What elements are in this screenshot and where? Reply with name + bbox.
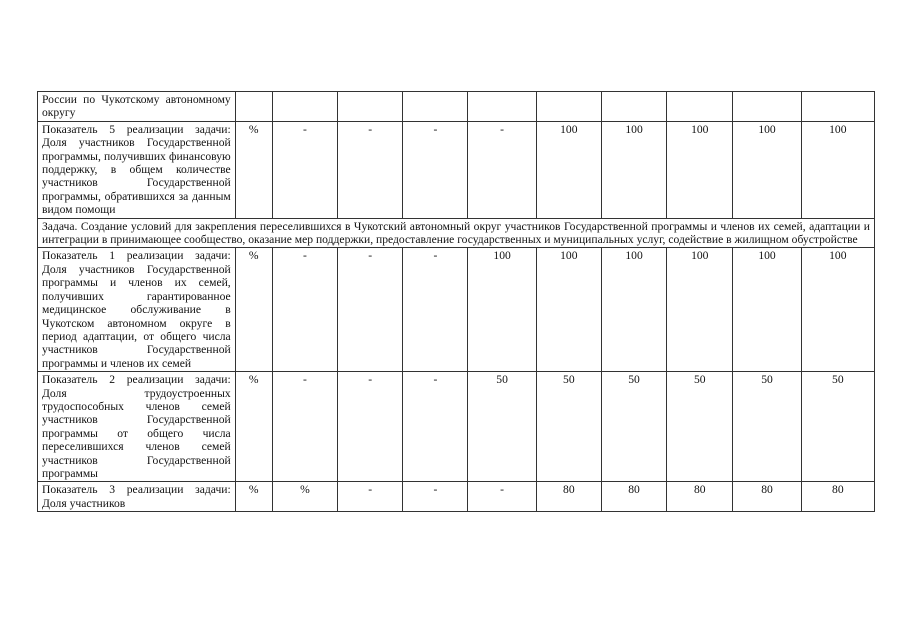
indicator-name: Показатель 1 реализации задачи: Доля участников Государственной программы и членов их семей, получивших гарантированное медицинское обслуживание в Чукотском автономном округе в период адаптации, от общего числа участников Государственной программы и членов их семей (38, 248, 236, 372)
indicator-name: Показатель 2 реализации задачи: Доля трудоустроенных трудоспособных членов семей участников Государственной программы от общего числа переселившихся членов семей участников Государственной программы (38, 372, 236, 482)
indicator-name: России по Чукотскому автономному округу (38, 92, 236, 122)
table-row (38, 92, 875, 122)
indicator-value: 50 (667, 372, 733, 482)
indicator-unit: % (235, 372, 272, 482)
indicator-unit: % (235, 121, 272, 218)
table-row (38, 482, 875, 512)
indicator-unit: % (235, 482, 272, 512)
indicator-value: 50 (601, 372, 666, 482)
indicator-value: 100 (667, 248, 733, 372)
indicator-value: - (338, 248, 403, 372)
indicator-value (338, 92, 403, 122)
indicator-value: - (468, 482, 536, 512)
indicator-value (667, 92, 733, 122)
indicator-value: - (272, 121, 337, 218)
task-row (38, 218, 875, 248)
indicator-value: - (338, 372, 403, 482)
indicator-value: 100 (733, 121, 801, 218)
indicator-value: - (403, 248, 468, 372)
indicator-value: 100 (801, 121, 874, 218)
indicator-value: - (403, 482, 468, 512)
task-description: Задача. Создание условий для закрепления переселившихся в Чукотский автономный округ участников Государственной программы и членов их семей, адаптации и интеграции в принимающее сообщество, оказание мер поддержки, предоставление государственных и муниципальных услуг, содействие в жилищном обустройстве (38, 218, 875, 248)
indicator-value: 100 (667, 121, 733, 218)
indicator-value: 50 (801, 372, 874, 482)
indicator-name: Показатель 5 реализации задачи: Доля участников Государственной программы, получивших финансовую поддержку, в общем количестве участников Государственной программы, обратившихся за данным видом помощи (38, 121, 236, 218)
indicator-value: - (272, 372, 337, 482)
indicator-value: 100 (536, 248, 601, 372)
indicator-value: 80 (601, 482, 666, 512)
indicator-value: - (403, 121, 468, 218)
indicator-value: 50 (536, 372, 601, 482)
indicator-value: - (403, 372, 468, 482)
indicator-value: - (338, 482, 403, 512)
indicator-value: - (338, 121, 403, 218)
indicator-value: 100 (536, 121, 601, 218)
indicator-value: - (272, 248, 337, 372)
indicator-value: - (468, 121, 536, 218)
indicator-value: 80 (667, 482, 733, 512)
indicator-value: 100 (733, 248, 801, 372)
indicator-value: 100 (601, 121, 666, 218)
indicator-value: 80 (801, 482, 874, 512)
table-body (38, 92, 875, 512)
indicator-value: 100 (801, 248, 874, 372)
indicator-value (272, 92, 337, 122)
indicator-value: 80 (536, 482, 601, 512)
indicator-value (601, 92, 666, 122)
indicator-unit: % (235, 248, 272, 372)
indicator-value (801, 92, 874, 122)
indicator-unit (235, 92, 272, 122)
indicator-value (468, 92, 536, 122)
indicator-value: 80 (733, 482, 801, 512)
indicator-value: 100 (601, 248, 666, 372)
indicator-value: % (272, 482, 337, 512)
indicator-value (733, 92, 801, 122)
indicator-value: 50 (468, 372, 536, 482)
indicators-table (37, 91, 875, 512)
table-row (38, 121, 875, 218)
table-row (38, 248, 875, 372)
table-row (38, 372, 875, 482)
indicator-name: Показатель 3 реализации задачи: Доля участников (38, 482, 236, 512)
indicator-value (536, 92, 601, 122)
indicator-value: 50 (733, 372, 801, 482)
indicator-value: 100 (468, 248, 536, 372)
indicator-value (403, 92, 468, 122)
